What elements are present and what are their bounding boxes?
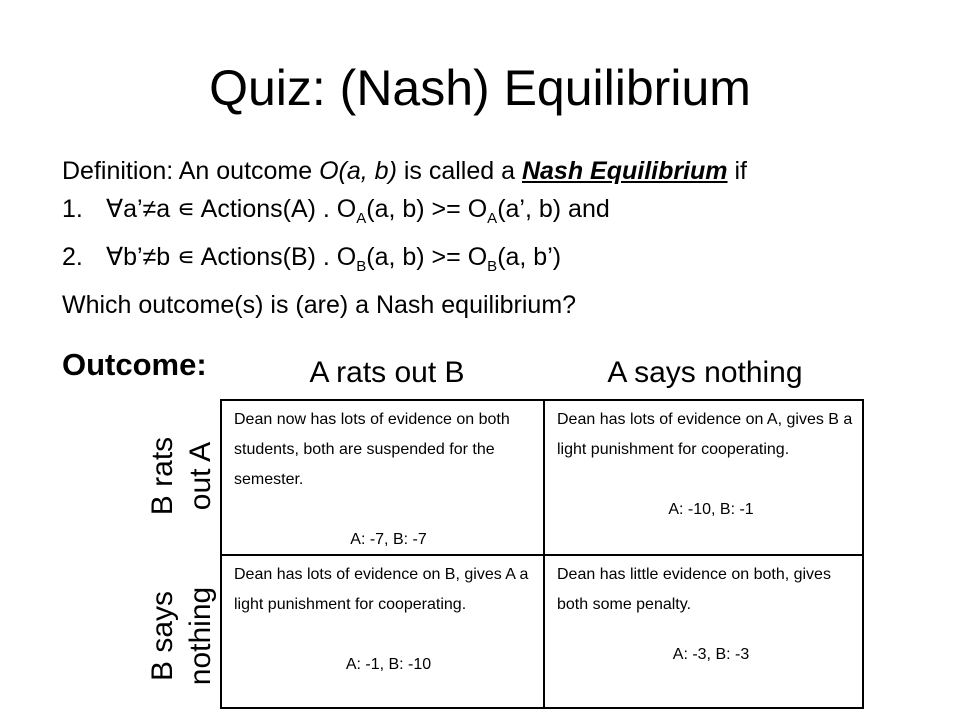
matrix-cell-rats-silent — [222, 556, 543, 711]
cell-payoff: A: -3, B: -3 — [672, 646, 750, 663]
cell-description: Dean has little evidence on both, gives both some penalty. — [557, 566, 831, 613]
condition-text-1: ∀a’≠a ∊ Actions(A) . $O_A(a$, $b) >= O_A(a$’, b) and — [106, 195, 610, 227]
definition-prefix: Definition: An outcome — [62, 157, 320, 185]
outcome-term: O(a, b) — [319, 157, 397, 185]
slide-title: Quiz: (Nash) Equilibrium — [209, 60, 751, 116]
condition-number-2: 2. — [62, 243, 83, 271]
cell-payoff: A: -10, B: -1 — [668, 501, 754, 518]
cell-description: Dean now has lots of evidence on both students, both are suspended for the semester. — [234, 411, 510, 488]
nash-equilibrium-term: Nash Equilibrium — [521, 157, 728, 185]
cell-description: Dean has lots of evidence on B, gives A a light punishment for cooperating. — [234, 566, 529, 613]
column-header-a-silent: A says nothing — [607, 356, 803, 389]
matrix-cell-rats-rats — [222, 401, 543, 554]
definition-middle: is called a — [396, 157, 522, 185]
cell-description: Dean has lots of evidence on A, gives B a light punishment for cooperating. — [557, 411, 853, 458]
condition-number-1: 1. — [62, 195, 83, 223]
payoff-matrix — [220, 399, 864, 709]
cell-payoff: A: -1, B: -10 — [345, 656, 432, 673]
condition-item-1 — [62, 190, 942, 238]
outcome-label: Outcome: — [62, 347, 207, 382]
row-header-line: B rats — [146, 436, 179, 516]
condition-text-2: ∀b’≠b ∊ Actions(B) . $O_B(a$, $b) >= O_B(a$, b’) — [106, 243, 562, 275]
quiz-question: Which outcome(s) is (are) a Nash equilibrium? — [62, 291, 577, 319]
row-header-b-rats — [144, 396, 224, 556]
condition-item-2 — [62, 238, 942, 286]
definition-suffix: if — [727, 157, 747, 185]
row-header-line: out A — [184, 441, 217, 511]
column-header-a-rats: A rats out B — [309, 356, 465, 389]
matrix-cell-silent-silent — [545, 556, 865, 711]
row-header-b-silent — [144, 556, 224, 716]
definition-line — [62, 152, 942, 190]
definition-block — [62, 152, 942, 324]
matrix-cell-silent-rats — [545, 401, 865, 554]
row-header-line: B says — [146, 590, 179, 682]
cell-payoff: A: -7, B: -7 — [350, 531, 427, 548]
row-header-line: nothing — [184, 586, 217, 686]
